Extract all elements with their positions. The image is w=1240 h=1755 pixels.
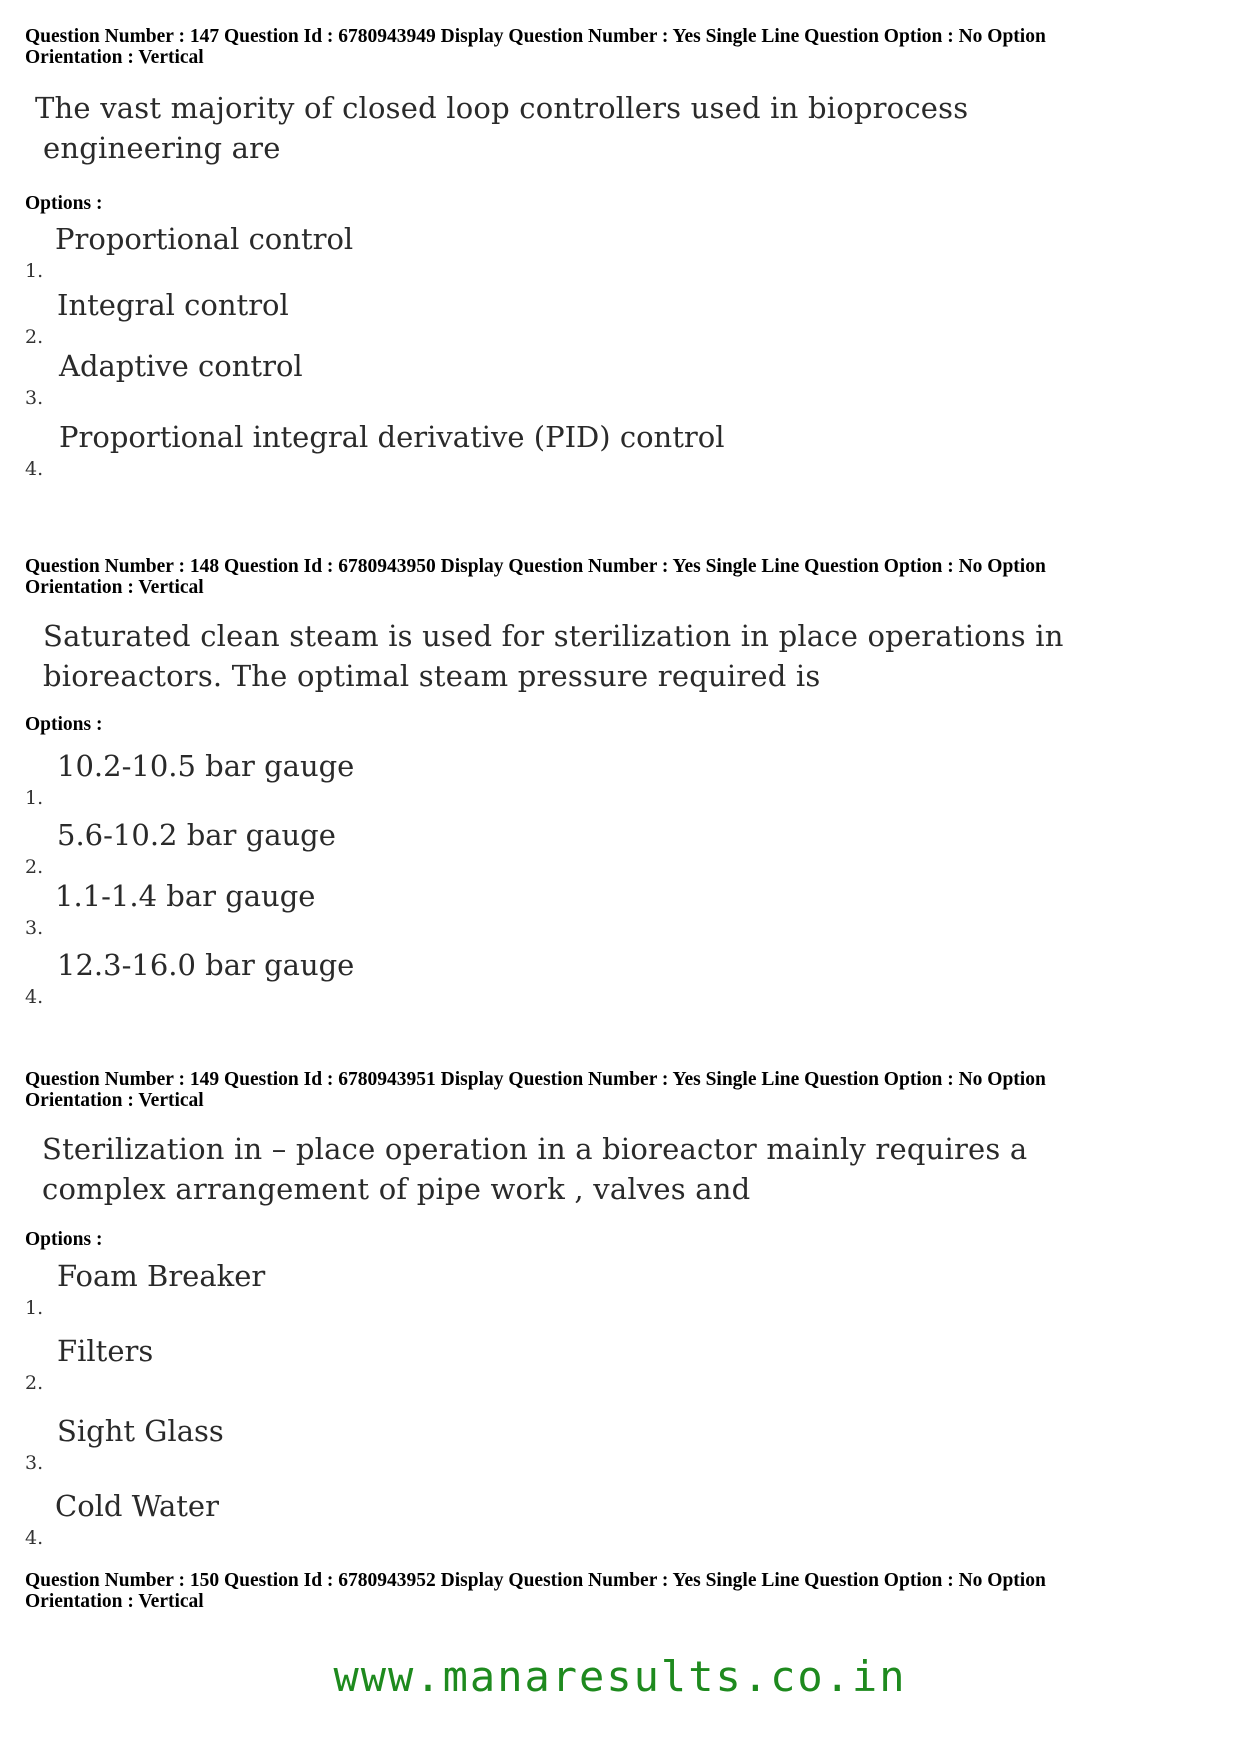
options-label: Options :	[25, 193, 103, 214]
question-meta-line2: Orientation : Vertical	[25, 577, 204, 598]
option-number: 3.	[25, 917, 44, 939]
question-text-line2: engineering are	[43, 131, 281, 165]
option-number: 3.	[25, 1452, 44, 1474]
option-1[interactable]	[25, 1259, 925, 1319]
option-text: 12.3-16.0 bar gauge	[57, 948, 355, 982]
option-number: 4.	[25, 458, 44, 480]
option-4[interactable]	[25, 1489, 925, 1549]
question-150	[25, 1570, 1215, 1612]
option-4[interactable]	[25, 948, 925, 1008]
option-number: 1.	[25, 1297, 44, 1319]
question-meta-line2: Orientation : Vertical	[25, 1090, 204, 1111]
option-text: Foam Breaker	[57, 1259, 266, 1293]
question-meta-line2: Orientation : Vertical	[25, 47, 204, 68]
question-text-line2: complex arrangement of pipe work , valves and	[42, 1172, 751, 1206]
option-1[interactable]	[25, 222, 925, 282]
option-text: Proportional control	[55, 222, 354, 256]
option-3[interactable]	[25, 879, 925, 939]
question-text-line1: The vast majority of closed loop controllers used in bioprocess	[35, 91, 969, 125]
question-147	[25, 26, 1215, 480]
question-text	[42, 1129, 1215, 1209]
option-text: Adaptive control	[59, 349, 303, 383]
question-meta-line1: Question Number : 147 Question Id : 6780943949 Display Question Number : Yes Single Line Question Option : No Option	[25, 26, 1046, 47]
option-text: Cold Water	[55, 1489, 219, 1523]
option-number: 1.	[25, 787, 44, 809]
option-2[interactable]	[25, 288, 925, 348]
option-text: Integral control	[57, 288, 289, 322]
option-text: 5.6-10.2 bar gauge	[57, 818, 336, 852]
question-text-line1: Saturated clean steam is used for sterilization in place operations in	[43, 619, 1064, 653]
option-3[interactable]	[25, 1414, 925, 1474]
question-meta-line1: Question Number : 150 Question Id : 6780943952 Display Question Number : Yes Single Line Question Option : No Option	[25, 1570, 1046, 1591]
option-number: 1.	[25, 260, 44, 282]
option-text: Filters	[57, 1334, 154, 1368]
question-meta	[25, 26, 1215, 68]
option-2[interactable]	[25, 818, 925, 878]
question-149	[25, 1069, 1215, 1549]
option-number: 2.	[25, 856, 44, 878]
question-meta-line1: Question Number : 148 Question Id : 6780943950 Display Question Number : Yes Single Line Question Option : No Option	[25, 556, 1046, 577]
question-meta	[25, 1570, 1215, 1612]
option-1[interactable]	[25, 749, 925, 809]
option-4[interactable]	[25, 420, 925, 480]
question-text-line2: bioreactors. The optimal steam pressure required is	[43, 659, 821, 693]
question-148	[25, 556, 1215, 1008]
options-label: Options :	[25, 1229, 103, 1250]
question-text	[43, 616, 1215, 696]
question-text-line1: Sterilization in – place operation in a bioreactor mainly requires a	[42, 1132, 1028, 1166]
option-number: 2.	[25, 1372, 44, 1394]
option-text: 10.2-10.5 bar gauge	[57, 749, 355, 783]
option-3[interactable]	[25, 349, 925, 409]
option-text: Sight Glass	[57, 1414, 224, 1448]
option-2[interactable]	[25, 1334, 925, 1394]
option-number: 4.	[25, 1527, 44, 1549]
footer-url[interactable]: www.manaresults.co.in	[333, 1652, 907, 1701]
option-number: 4.	[25, 986, 44, 1008]
question-text	[35, 88, 1215, 168]
option-number: 3.	[25, 387, 44, 409]
option-text: Proportional integral derivative (PID) control	[59, 420, 725, 454]
question-meta	[25, 556, 1215, 598]
question-meta-line1: Question Number : 149 Question Id : 6780943951 Display Question Number : Yes Single Line Question Option : No Option	[25, 1069, 1046, 1090]
question-meta-line2: Orientation : Vertical	[25, 1591, 204, 1612]
option-text: 1.1-1.4 bar gauge	[55, 879, 316, 913]
options-label: Options :	[25, 714, 103, 735]
option-number: 2.	[25, 326, 44, 348]
question-meta	[25, 1069, 1215, 1111]
